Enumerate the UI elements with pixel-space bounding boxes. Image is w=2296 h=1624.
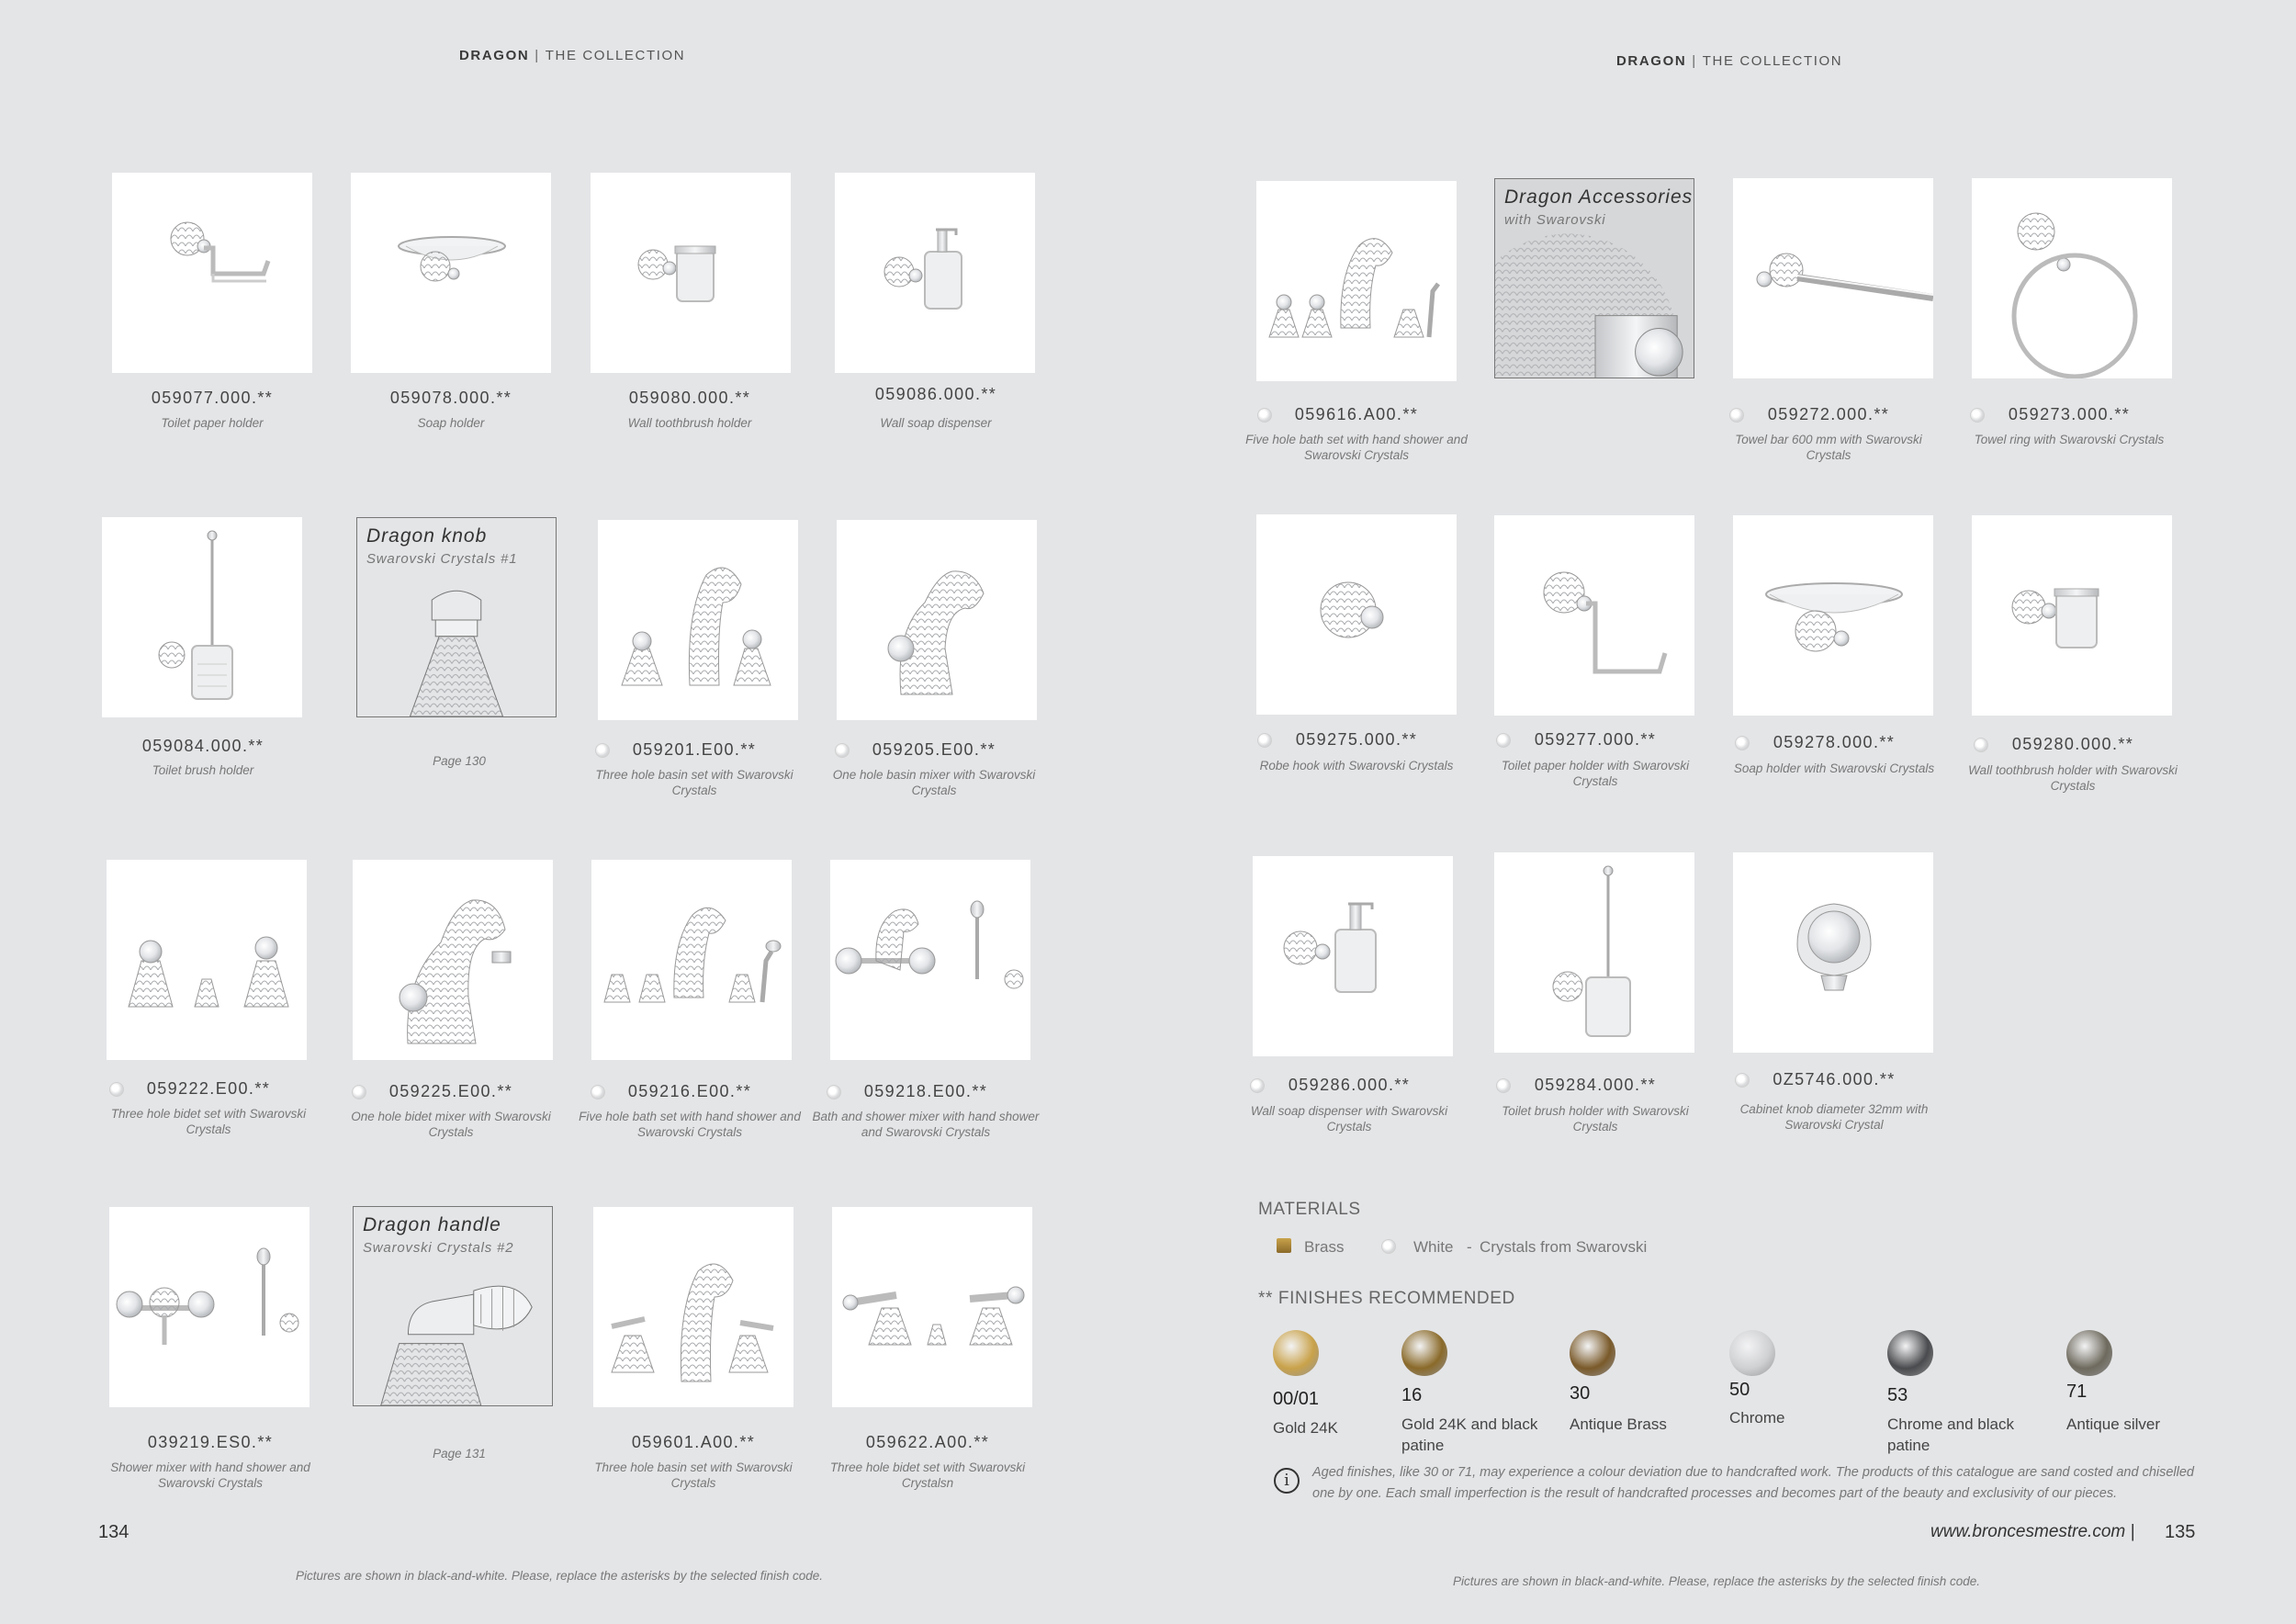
product-description: Five hole bath set with hand shower and Swarovski Crystals — [579, 1110, 801, 1139]
finish-name: Chrome — [1729, 1409, 1785, 1427]
left-page-number: 134 — [98, 1522, 129, 1542]
finish-swatch[interactable] — [1887, 1330, 1933, 1376]
info-icon: i — [1274, 1468, 1300, 1494]
product-description: Toilet paper holder — [161, 416, 264, 430]
left-page-header: DRAGON | THE COLLECTION — [459, 48, 686, 63]
product-image-robe-hook — [1256, 514, 1457, 715]
product-description: One hole basin mixer with Swarovski Crystals — [832, 768, 1036, 797]
product-description: Three hole bidet set with Swarovski Crystalsn — [829, 1460, 1026, 1490]
accessories-box-subtitle: with Swarovski — [1504, 212, 1606, 228]
product-code: 059278.000.** — [1773, 733, 1896, 751]
product-image-towel-ring — [1972, 178, 2172, 378]
finish-swatch[interactable] — [1401, 1330, 1447, 1376]
product-image-bidet-set — [107, 860, 307, 1060]
crystal-icon — [1257, 733, 1272, 748]
crystal-icon — [1381, 1239, 1396, 1254]
finish-swatch[interactable] — [1729, 1330, 1775, 1376]
product-code: 059225.E00.** — [388, 1082, 513, 1100]
product-description: One hole bidet mixer with Swarovski Crystals — [351, 1110, 551, 1139]
product-image-basin-set — [598, 520, 798, 720]
product-image-toilet-paper-holder — [1494, 515, 1694, 716]
handle-box-title: Dragon handle — [363, 1214, 501, 1235]
product-code: 059222.E00.** — [146, 1079, 271, 1098]
finish-swatch[interactable] — [1570, 1330, 1615, 1376]
product-code: 059601.A00.** — [631, 1433, 756, 1451]
crystal-icon — [595, 743, 610, 758]
finish-name: Gold 24K — [1273, 1419, 1338, 1437]
crystal-icon — [1496, 1078, 1511, 1093]
finish-code: 50 — [1729, 1380, 1750, 1400]
crystal-icon — [1735, 1073, 1750, 1088]
product-description: Toilet brush holder with Swarovski Crystals — [1502, 1104, 1689, 1133]
product-description: Soap holder with Swarovski Crystals — [1733, 761, 1935, 775]
finish-name: Antique silver — [2066, 1415, 2161, 1433]
left-footnote: Pictures are shown in black-and-white. Please, replace the asterisks by the selected finish code. — [296, 1569, 824, 1583]
product-image-soap-dispenser — [835, 173, 1035, 373]
product-code: 0Z5746.000.** — [1773, 1070, 1896, 1088]
finish-swatch[interactable] — [2066, 1330, 2112, 1376]
finish-code: 71 — [2066, 1382, 2088, 1402]
product-image-bidet-mixer — [353, 860, 553, 1060]
product-code: 059201.E00.** — [632, 740, 757, 759]
product-code: 059284.000.** — [1534, 1076, 1657, 1094]
product-description: Shower mixer with hand shower and Swarovski Crystals — [110, 1460, 310, 1490]
product-image-soap-dispenser — [1253, 856, 1453, 1056]
crystal-icon — [1496, 733, 1511, 748]
header-brand: DRAGON — [459, 48, 530, 63]
product-image-basin-set — [593, 1207, 793, 1407]
product-code: 059277.000.** — [1534, 730, 1657, 749]
right-page-number: 135 — [2165, 1522, 2196, 1542]
finish-code: 00/01 — [1273, 1389, 1320, 1409]
product-code: 059078.000.** — [389, 389, 512, 407]
product-image-soap-holder — [351, 173, 551, 373]
handle-box-page-ref[interactable]: Page 131 — [433, 1447, 486, 1460]
product-code: 059080.000.** — [628, 389, 751, 407]
product-image-basin-mixer — [837, 520, 1037, 720]
right-footnote: Pictures are shown in black-and-white. Please, replace the asterisks by the selected finish code. — [1453, 1574, 1981, 1588]
product-code: 059205.E00.** — [872, 740, 996, 759]
finish-name: Chrome and black patine — [1887, 1415, 2014, 1454]
finish-name: Antique Brass — [1570, 1415, 1667, 1433]
product-description: Toilet brush holder — [152, 763, 254, 777]
crystal-icon — [1970, 408, 1985, 423]
dragon-accessories-box[interactable] — [1494, 178, 1694, 378]
material-white: White — [1413, 1238, 1454, 1256]
product-image-bath-set — [1256, 181, 1457, 381]
product-description: Towel bar 600 mm with Swarovski Crystals — [1735, 433, 1922, 462]
product-code: 039219.ES0.** — [147, 1433, 274, 1451]
finish-name: Gold 24K and black patine — [1401, 1415, 1538, 1454]
product-description: Wall soap dispenser — [880, 416, 992, 430]
finish-code: 16 — [1401, 1385, 1423, 1405]
crystal-icon — [1257, 408, 1272, 423]
finish-code: 30 — [1570, 1383, 1591, 1404]
product-image-towel-bar — [1733, 178, 1933, 378]
product-code: 059218.E00.** — [863, 1082, 988, 1100]
product-description: Robe hook with Swarovski Crystals — [1259, 759, 1454, 773]
product-description: Three hole basin set with Swarovski Crystals — [594, 1460, 793, 1490]
product-description: Wall toothbrush holder with Swarovski Crystals — [1968, 763, 2178, 793]
material-dash: - — [1467, 1238, 1472, 1256]
header-brand: DRAGON — [1616, 53, 1687, 69]
crystal-icon — [835, 743, 850, 758]
product-description: Wall soap dispenser with Swarovski Crystals — [1250, 1104, 1448, 1133]
product-description: Five hole bath set with hand shower and Swarovski Crystals — [1245, 433, 1468, 462]
crystal-icon — [352, 1085, 366, 1100]
product-description: Towel ring with Swarovski Crystals — [1974, 433, 2165, 446]
knob-box-subtitle: Swarovski Crystals #1 — [366, 551, 518, 567]
knob-box-title: Dragon knob — [366, 525, 488, 547]
crystal-icon — [1250, 1078, 1265, 1093]
product-description: Wall toothbrush holder — [627, 416, 752, 430]
finish-swatch[interactable] — [1273, 1330, 1319, 1376]
product-code: 059273.000.** — [2008, 405, 2131, 423]
product-image-toothbrush-holder — [591, 173, 791, 373]
finish-code: 53 — [1887, 1385, 1908, 1405]
product-image-toilet-brush — [102, 517, 302, 717]
product-code: 059616.A00.** — [1294, 405, 1419, 423]
product-description: Soap holder — [417, 416, 485, 430]
website-link[interactable]: www.broncesmestre.com | — [1930, 1522, 2135, 1541]
product-code: 059216.E00.** — [627, 1082, 752, 1100]
crystal-icon — [827, 1085, 841, 1100]
product-code: 059286.000.** — [1288, 1076, 1411, 1094]
crystal-icon — [1729, 408, 1744, 423]
product-image-shower-mixer — [109, 1207, 310, 1407]
dragon-knob-box[interactable] — [356, 517, 557, 717]
knob-box-page-ref[interactable]: Page 130 — [433, 754, 486, 768]
product-image-bidet-set — [832, 1207, 1032, 1407]
product-description: Bath and shower mixer with hand shower and Swarovski Crystals — [812, 1110, 1040, 1139]
product-code: 059280.000.** — [2011, 735, 2134, 753]
material-crystals: Crystals from Swarovski — [1480, 1238, 1648, 1256]
product-code: 059275.000.** — [1295, 730, 1418, 749]
product-code: 059622.A00.** — [865, 1433, 990, 1451]
product-image-bath-set — [591, 860, 792, 1060]
handle-box-subtitle: Swarovski Crystals #2 — [363, 1240, 514, 1256]
finishes-title: ** FINISHES RECOMMENDED — [1258, 1289, 1515, 1308]
product-code: 059086.000.** — [874, 385, 997, 403]
product-image-toilet-brush — [1494, 852, 1694, 1053]
finish-info-note: Aged finishes, like 30 or 71, may experience a colour deviation due to handcrafted work. The products of this catalogue are sand costed and chiselled one by one. Each small imperfection is the result of handcrafted processes and becomes part of the beauty and exclusivity of our pieces. — [1312, 1465, 2194, 1501]
product-image-toilet-paper-holder — [112, 173, 312, 373]
dragon-handle-box[interactable] — [353, 1206, 553, 1406]
product-description: Toilet paper holder with Swarovski Crystals — [1501, 759, 1690, 788]
product-description: Cabinet knob diameter 32mm with Swarovski Crystal — [1739, 1102, 1929, 1132]
product-image-bath-shower-mixer — [830, 860, 1030, 1060]
brass-icon — [1277, 1238, 1291, 1253]
product-image-cabinet-knob — [1733, 852, 1933, 1053]
product-description: Three hole bidet set with Swarovski Crystals — [110, 1107, 307, 1136]
crystal-icon — [1974, 738, 1988, 752]
accessories-box-title: Dragon Accessories — [1504, 186, 1694, 208]
product-code: 059077.000.** — [151, 389, 274, 407]
materials-title: MATERIALS — [1258, 1200, 1361, 1219]
product-image-toothbrush-holder — [1972, 515, 2172, 716]
right-page-header: DRAGON | THE COLLECTION — [1616, 53, 1843, 69]
product-code: 059084.000.** — [141, 737, 264, 755]
product-description: Three hole basin set with Swarovski Crystals — [595, 768, 793, 797]
crystal-icon — [109, 1082, 124, 1097]
material-brass: Brass — [1304, 1238, 1345, 1256]
crystal-icon — [1735, 736, 1750, 750]
product-image-soap-holder — [1733, 515, 1933, 716]
crystal-icon — [591, 1085, 605, 1100]
product-code: 059272.000.** — [1767, 405, 1890, 423]
